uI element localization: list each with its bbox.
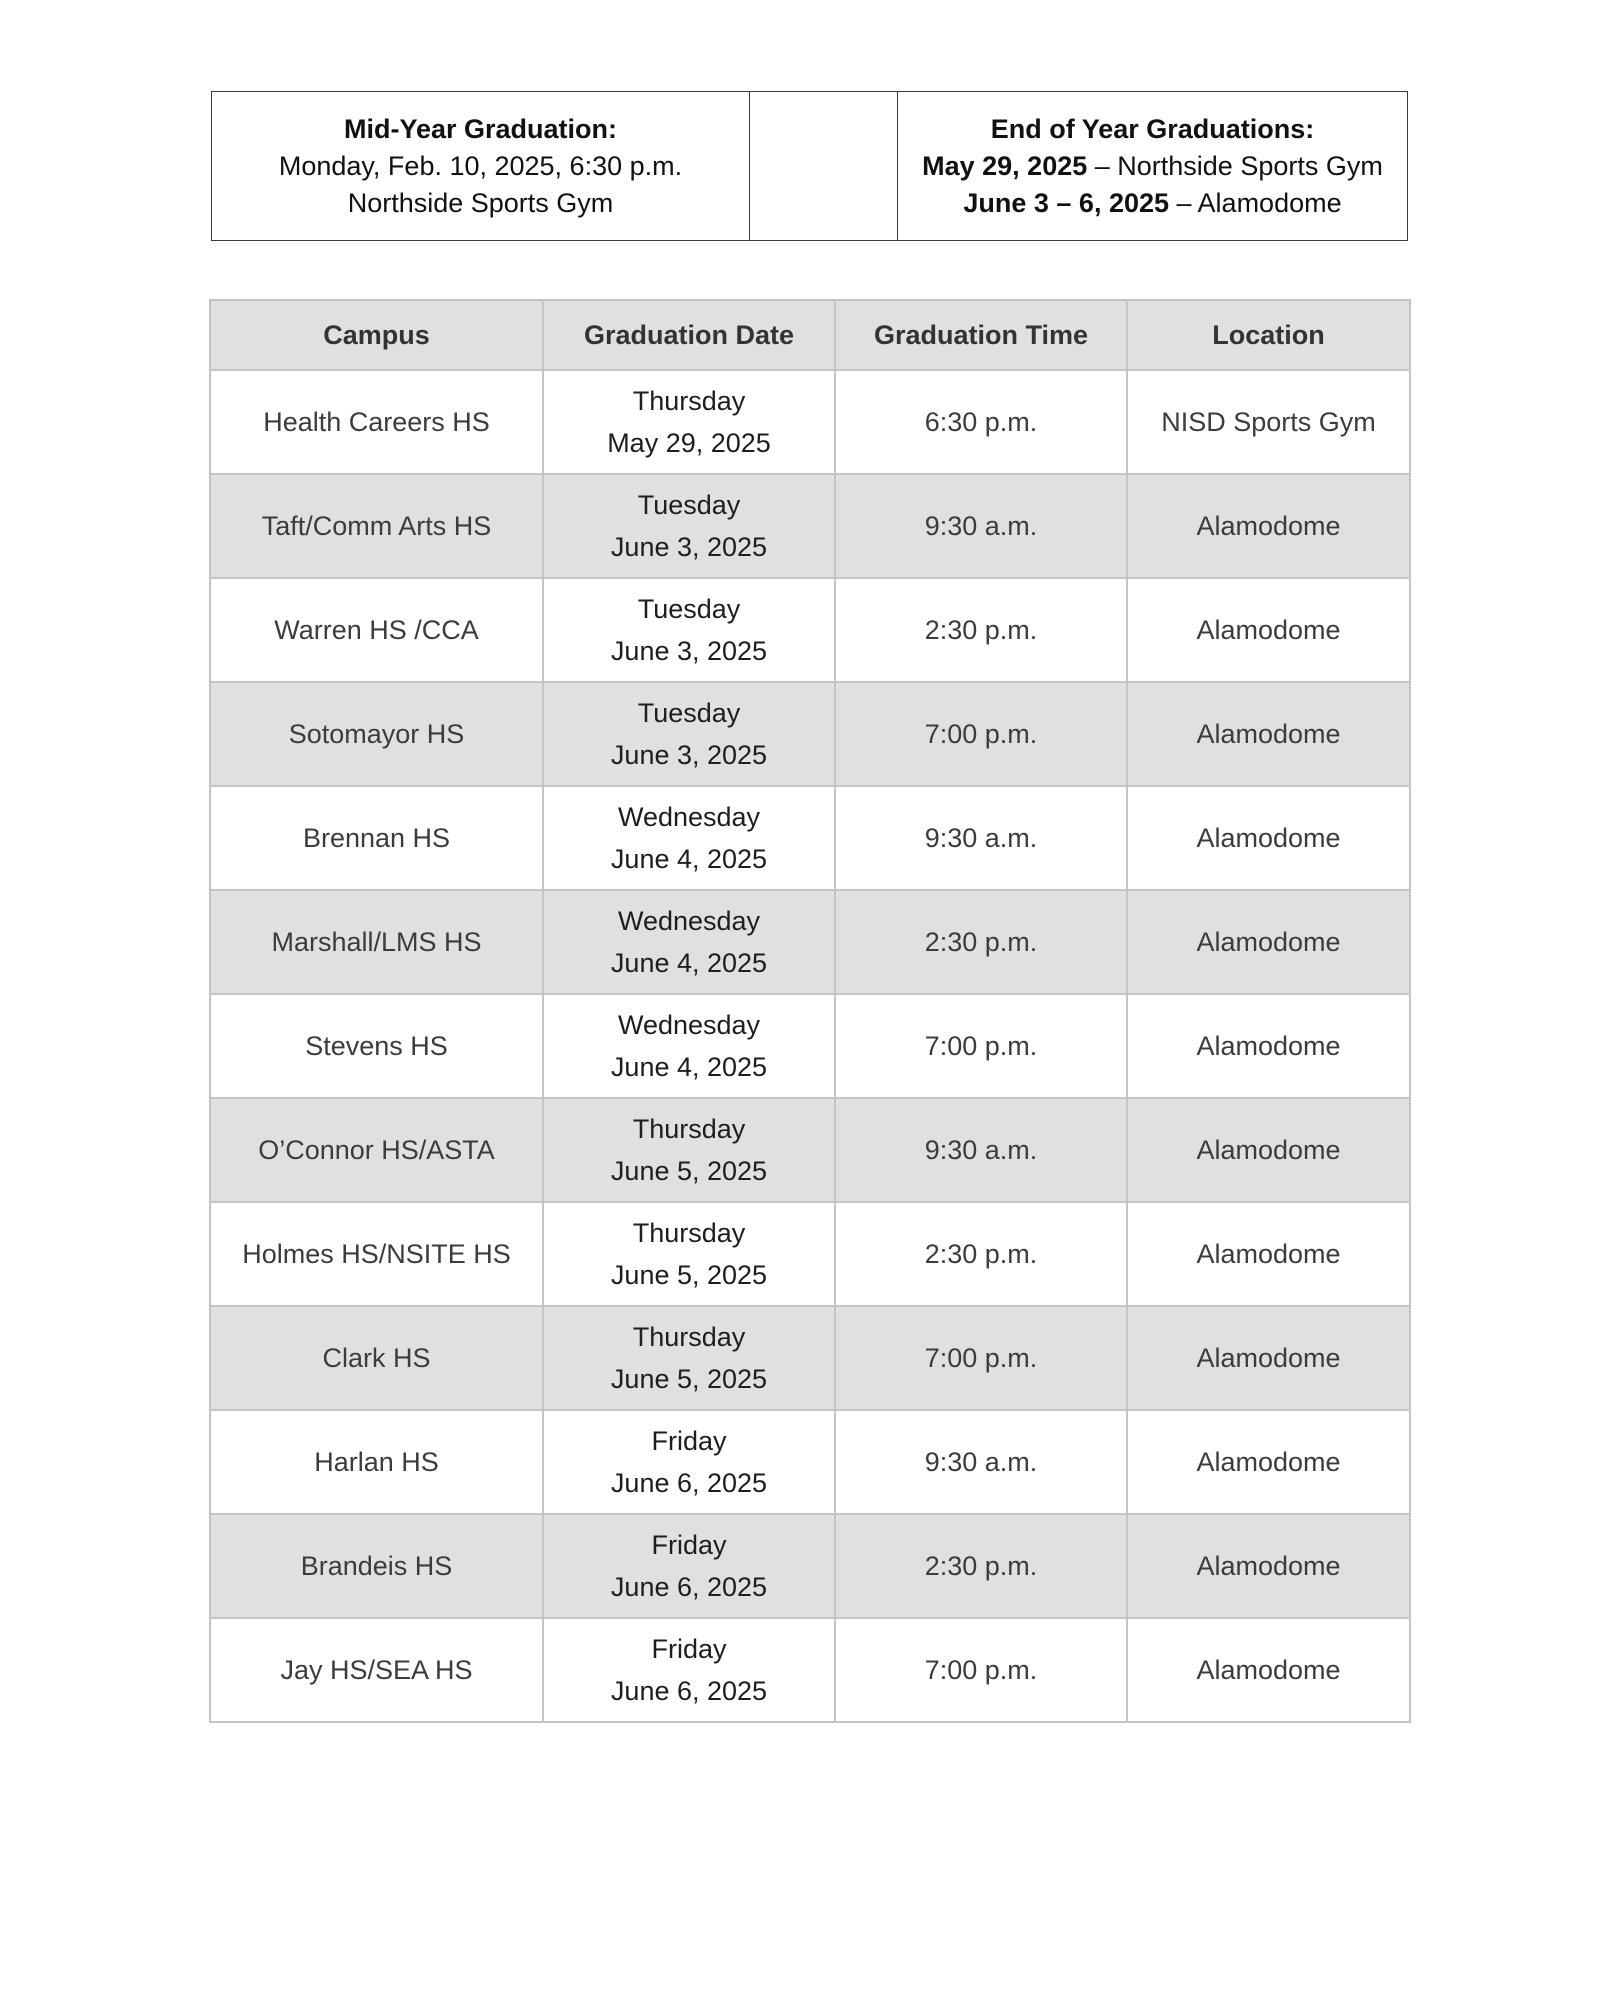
location-cell: Alamodome bbox=[1127, 578, 1410, 682]
summary-row bbox=[212, 92, 1408, 241]
end-of-year-line-2 bbox=[904, 185, 1401, 222]
campus-cell: Holmes HS/NSITE HS bbox=[210, 1202, 543, 1306]
graduation-time-cell: 7:00 p.m. bbox=[835, 682, 1127, 786]
table-row bbox=[210, 682, 1410, 786]
location-cell: Alamodome bbox=[1127, 474, 1410, 578]
location-cell: Alamodome bbox=[1127, 786, 1410, 890]
graduation-weekday: Friday bbox=[651, 1426, 727, 1456]
location-cell: Alamodome bbox=[1127, 1618, 1410, 1722]
graduation-weekday: Thursday bbox=[632, 1322, 746, 1352]
header-graduation-time: Graduation Time bbox=[835, 300, 1127, 370]
mid-year-place: Northside Sports Gym bbox=[347, 187, 614, 218]
graduation-time-cell: 9:30 a.m. bbox=[835, 1098, 1127, 1202]
end-of-year-line-1 bbox=[904, 148, 1401, 185]
graduation-date-cell bbox=[543, 1618, 835, 1722]
campus-cell: Jay HS/SEA HS bbox=[210, 1618, 543, 1722]
graduation-time-cell: 6:30 p.m. bbox=[835, 370, 1127, 474]
graduation-date: June 3, 2025 bbox=[610, 636, 768, 666]
summary-spacer-cell bbox=[750, 92, 898, 241]
graduation-date-cell bbox=[543, 786, 835, 890]
graduation-date: June 5, 2025 bbox=[610, 1260, 768, 1290]
location-cell: Alamodome bbox=[1127, 682, 1410, 786]
campus-cell: O’Connor HS/ASTA bbox=[210, 1098, 543, 1202]
graduation-weekday: Wednesday bbox=[617, 802, 761, 832]
graduation-time-cell: 9:30 a.m. bbox=[835, 786, 1127, 890]
graduation-date: May 29, 2025 bbox=[607, 428, 771, 458]
mid-year-date: Monday, Feb. 10, 2025, 6:30 p.m. bbox=[278, 150, 683, 181]
mid-year-heading: Mid-Year Graduation: bbox=[343, 113, 618, 144]
graduation-time-cell: 2:30 p.m. bbox=[835, 578, 1127, 682]
graduation-time-cell: 7:00 p.m. bbox=[835, 1306, 1127, 1410]
mid-year-graduation-cell bbox=[212, 92, 750, 241]
graduation-weekday: Tuesday bbox=[637, 698, 741, 728]
location-cell: Alamodome bbox=[1127, 1306, 1410, 1410]
location-cell: Alamodome bbox=[1127, 1098, 1410, 1202]
table-row bbox=[210, 1202, 1410, 1306]
graduation-weekday: Tuesday bbox=[637, 594, 741, 624]
graduation-date: June 6, 2025 bbox=[610, 1676, 768, 1706]
graduation-date: June 5, 2025 bbox=[610, 1364, 768, 1394]
end-of-year-line-2-place: – Alamodome bbox=[1169, 187, 1342, 218]
table-row bbox=[210, 578, 1410, 682]
graduation-weekday: Thursday bbox=[632, 1218, 746, 1248]
table-row bbox=[210, 890, 1410, 994]
graduation-date-cell bbox=[543, 1098, 835, 1202]
graduation-date: June 4, 2025 bbox=[610, 1052, 768, 1082]
graduation-date-cell bbox=[543, 1514, 835, 1618]
campus-cell: Warren HS /CCA bbox=[210, 578, 543, 682]
table-row bbox=[210, 1514, 1410, 1618]
graduation-date-cell bbox=[543, 1410, 835, 1514]
campus-cell: Health Careers HS bbox=[210, 370, 543, 474]
graduation-date-cell bbox=[543, 474, 835, 578]
graduation-date: June 6, 2025 bbox=[610, 1572, 768, 1602]
location-cell: NISD Sports Gym bbox=[1127, 370, 1410, 474]
graduation-time-cell: 7:00 p.m. bbox=[835, 1618, 1127, 1722]
campus-cell: Stevens HS bbox=[210, 994, 543, 1098]
graduation-time-cell: 9:30 a.m. bbox=[835, 1410, 1127, 1514]
graduation-weekday: Wednesday bbox=[617, 1010, 761, 1040]
graduation-time-cell: 2:30 p.m. bbox=[835, 1202, 1127, 1306]
graduation-date-cell bbox=[543, 1202, 835, 1306]
graduation-weekday: Wednesday bbox=[617, 906, 761, 936]
graduation-time-cell: 2:30 p.m. bbox=[835, 1514, 1127, 1618]
location-cell: Alamodome bbox=[1127, 1514, 1410, 1618]
end-of-year-heading: End of Year Graduations: bbox=[990, 113, 1315, 144]
location-cell: Alamodome bbox=[1127, 1410, 1410, 1514]
graduation-time-cell: 7:00 p.m. bbox=[835, 994, 1127, 1098]
graduation-date-cell bbox=[543, 890, 835, 994]
graduation-date-cell bbox=[543, 682, 835, 786]
campus-cell: Sotomayor HS bbox=[210, 682, 543, 786]
campus-cell: Marshall/LMS HS bbox=[210, 890, 543, 994]
campus-cell: Harlan HS bbox=[210, 1410, 543, 1514]
graduation-date-cell bbox=[543, 1306, 835, 1410]
graduation-weekday: Thursday bbox=[632, 1114, 746, 1144]
campus-cell: Brandeis HS bbox=[210, 1514, 543, 1618]
table-header-row bbox=[210, 300, 1410, 370]
graduation-weekday: Tuesday bbox=[637, 490, 741, 520]
table-row bbox=[210, 474, 1410, 578]
table-row bbox=[210, 1306, 1410, 1410]
graduation-time-cell: 9:30 a.m. bbox=[835, 474, 1127, 578]
table-row bbox=[210, 994, 1410, 1098]
end-of-year-line-1-date: May 29, 2025 bbox=[922, 150, 1088, 181]
graduation-date: June 4, 2025 bbox=[610, 844, 768, 874]
table-row bbox=[210, 1410, 1410, 1514]
graduation-schedule-table bbox=[209, 299, 1411, 1723]
location-cell: Alamodome bbox=[1127, 890, 1410, 994]
end-of-year-graduations-cell bbox=[898, 92, 1408, 241]
end-of-year-line-1-place: – Northside Sports Gym bbox=[1087, 150, 1383, 181]
graduation-weekday: Thursday bbox=[632, 386, 746, 416]
table-row bbox=[210, 1098, 1410, 1202]
location-cell: Alamodome bbox=[1127, 994, 1410, 1098]
graduation-date-cell bbox=[543, 370, 835, 474]
graduation-date: June 4, 2025 bbox=[610, 948, 768, 978]
graduation-time-cell: 2:30 p.m. bbox=[835, 890, 1127, 994]
table-row bbox=[210, 786, 1410, 890]
campus-cell: Brennan HS bbox=[210, 786, 543, 890]
graduation-date: June 5, 2025 bbox=[610, 1156, 768, 1186]
graduation-date-cell bbox=[543, 578, 835, 682]
campus-cell: Taft/Comm Arts HS bbox=[210, 474, 543, 578]
header-location: Location bbox=[1127, 300, 1410, 370]
table-row bbox=[210, 1618, 1410, 1722]
end-of-year-line-2-date: June 3 – 6, 2025 bbox=[963, 187, 1170, 218]
graduation-weekday: Friday bbox=[651, 1530, 727, 1560]
header-graduation-date: Graduation Date bbox=[543, 300, 835, 370]
table-row bbox=[210, 370, 1410, 474]
location-cell: Alamodome bbox=[1127, 1202, 1410, 1306]
campus-cell: Clark HS bbox=[210, 1306, 543, 1410]
graduation-date: June 3, 2025 bbox=[610, 740, 768, 770]
graduation-weekday: Friday bbox=[651, 1634, 727, 1664]
graduation-date-cell bbox=[543, 994, 835, 1098]
graduation-date: June 6, 2025 bbox=[610, 1468, 768, 1498]
graduation-summary-box bbox=[211, 91, 1408, 241]
header-campus: Campus bbox=[210, 300, 543, 370]
graduation-date: June 3, 2025 bbox=[610, 532, 768, 562]
